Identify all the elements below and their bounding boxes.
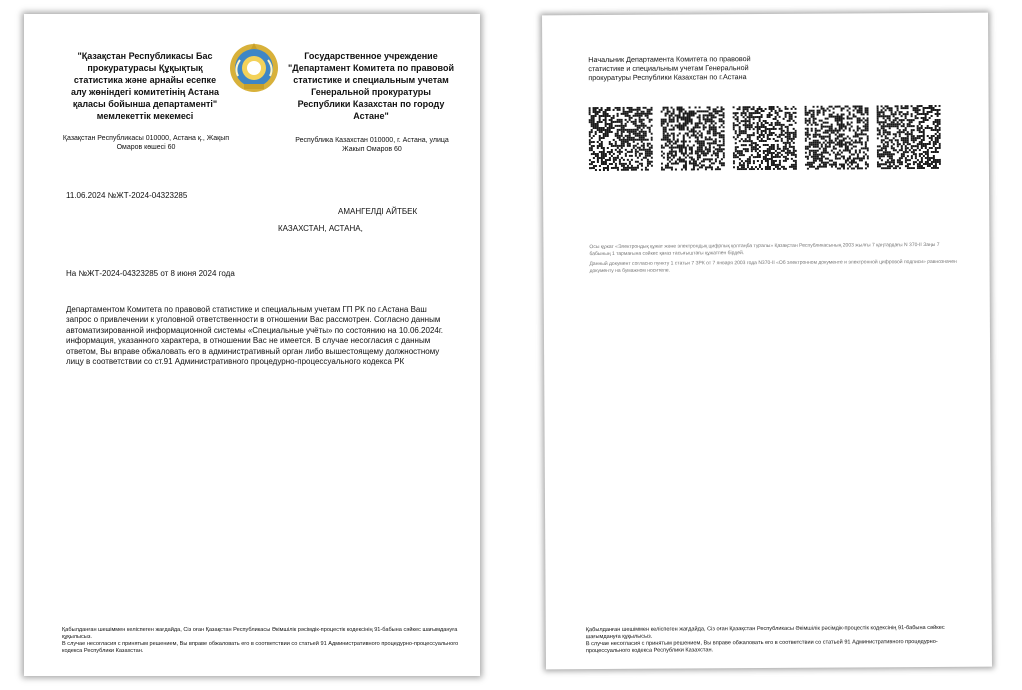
qr-code-icon [661,106,725,170]
letter-body: Департаментом Комитета по правовой статистике и специальным учетам ГП РК по г.Астана Ваш запрос о привлечении к уголовной ответственности в отношении Вас рассмотрен. Согласно данным автоматизированной информационной системы «Специальные учёты» по состоянию на 10.06.2024г. информация, указанного характера, в отношении Вас не имеется. В случае несогласия с данным ответом, Вы вправе обжаловать его в административный орган либо вышестоящему должностному лицу в соответствии со ст.91 Административного процедурно-процессуального кодекса РК [66,305,444,367]
reference-line: На №ЖТ-2024-04323285 от 8 июня 2024 года [66,269,235,278]
ds-note-ru: Данный документ согласно пункту 1 статьи 7 ЗРК от 7 января 2003 года N370-II «Об электронном документе и электронной цифровой подписи» равнозначен документу на бумажном носителе. [589,258,957,275]
qr-code-icon [805,105,869,169]
footer-notice [62,627,462,655]
footer-kz: Қабылданған шешіммен келіспеген жағдайда, Сіз оған Қазақстан Республикасы Әкімшілік рәсімдік-процестік кодексінің 91-бабына сәйкес шағымдануға құқылысыз. [62,627,458,640]
footer-notice-2 [586,625,980,655]
digital-signature-note [589,242,961,278]
footer-ru: В случае несогласия с принятым решением, Вы вправе обжаловать его в соответствии со статьей 91 Административного процедурно-процессуального кодекса Республики Казахстан. [62,641,459,654]
state-emblem-icon [228,42,280,94]
qr-code-icon [589,107,653,171]
header-ru: Государственное учреждение "Департамент Комитета по правовой статистике и специальным учетам Генеральной прокуратуры Республики Казахстан по городу Астане" [287,51,455,121]
recipient-name: АМАНГЕЛДІ АЙТБЕК [338,207,418,216]
header-kz: "Қазақстан Республикасы Бас прокуратурасы Құқықтық статистика және арнайы есепке алу жөніндегі комитетінің Астана қаласы бойынша департаменті" мемлекеттік мекемесі [70,51,220,121]
address-kz: Қазақстан Республикасы 010000, Астана қ., Жақып Омаров көшесі 60 [62,135,230,151]
ds-note-kz: Осы құжат «Электрондық құжат және электрондық цифрлық қолтаңба туралы» Қазақстан Республикасының 2003 жылғы 7 қаңтардағы N 370-II Заңы 7 бабының 1 тармағына сәйкес қағаз тасығыштағы құжатпен бірдей. [589,241,940,258]
registration-number: 11.06.2024 №ЖТ-2024-04323285 [66,191,188,200]
recipient-city: КАЗАХСТАН, АСТАНА, [278,224,363,233]
letter-page-1 [24,14,480,676]
address-ru: Республика Казахстан 010000, г. Астана, улица Жакып Омаров 60 [295,137,449,153]
qr-code-icon [733,106,797,170]
signatory-title: Начальник Департамента Комитета по правовой статистике и специальным учетам Генеральной прокуратуры Республики Казахстан по г.Астана [588,54,751,83]
qr-code-icon [877,105,941,169]
letter-page-2 [542,13,992,670]
footer-ru-2: В случае несогласия с принятым решением, Вы вправе обжаловать его в соответствии со статьей 91 Административного процедурно-процессуального кодекса Республики Казахстан. [585,638,938,655]
footer-kz-2: Қабылданған шешіммен келіспеген жағдайда, Сіз оған Қазақстан Республикасы Әкімшілік рәсімдік-процестік кодексінің 91-бабына сәйкес шағымдануға құқылысыз. [585,624,945,641]
